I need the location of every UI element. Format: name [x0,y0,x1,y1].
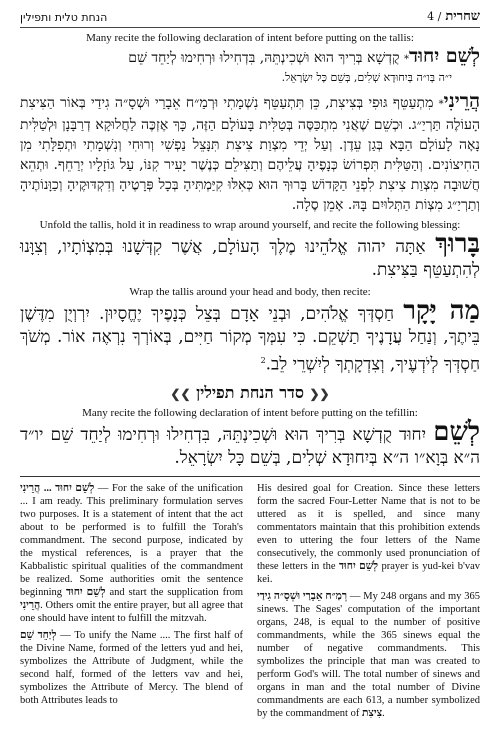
leshem-yichud-paragraph [20,46,480,70]
commentary-text: prayer is yud-kei b'vav kei. [257,560,481,585]
commentary-left-column [20,482,243,724]
header-section-title: הנחת טלית ותפילין [20,11,108,24]
commentary-text: — For the sake of the unification ... I am ready. This preliminary formulation serves two purposes. It is a statement of intent that the act about to be performed is to fulfill the Torah's commandment. The second purpose, indicated by the mystical references, is a prayer that the Kabbalistic spiritual qualities of the commandment be realized. Some authorities omit the sentence beginning [20,482,243,598]
commentary-ref: לְשֵׁם יִחוּד [65,586,106,598]
commentary-ref: לְשֵׁם יִחוּד ... הֲרֵינִי [20,482,95,494]
commentary-ref: לְשֵׁם יִחוּד [339,560,379,572]
running-header [20,8,480,28]
mah-yakar-text: חַסְדְּךָ אֱלֹהִים, וּבְנֵי אָדָם בְּצֵל כְּנָפֶיךָ יֶחֱסָיוּן. יִרְוְיֻן מִדֶּשֶׁן בֵּיתֶךָ, וְנַחַל עֲדָנֶיךָ תַשְׁקֵם. כִּי עִמְּךָ מְקוֹר חַיִּים, בְּאוֹרְךָ נִרְאֶה אוֹר. מְשֹׁךְ חַסְדְּךָ לְיֹדְעֶיךָ, וְצִדְקָתְךָ לְיִשְׁרֵי לֵב. [20,304,480,375]
ornament-left-icon: ❮❮ [309,386,330,401]
footnote-star-icon: * [403,54,409,65]
section-title [20,383,480,403]
instruction-tefillin-intent: Many recite the following declaration of intent before putting on the tefillin: [82,406,418,419]
commentary-text: and start the supplication from [109,586,244,598]
footnote-marker: 2 [260,356,266,365]
tefillin-leshem-lead: לְשֵׁם [433,416,481,447]
leshem-yichud-lead: לְשֵׁם יִחוּד [408,45,480,67]
commentary-note [257,482,480,586]
baruch-lead: בָּרוּךְ [435,229,481,259]
commentary-ref: רְמַ״ח אֵבָרַי וּשְׁסָ״ה גִידַי [257,590,348,602]
tefillin-leshem-text: יִחוּד קֻדְשָׁא בְּרִיךְ הוּא וּשְׁכִינְתֵּהּ, בִּדְחִילוּ וּרְחִימוּ לְיַחֵד שֵׁם יו״ד ה״א בְּוָא״ו ה״א בְּיִחוּדָא שְׁלִים, בְּשֵׁם כָּל יִשְׂרָאֵל. [20,424,480,468]
baruch-text: אַתָּה יהוה אֱלֹהֵינוּ מֶלֶךְ הָעוֹלָם, אֲשֶׁר קִדְּשָׁנוּ בְּמִצְוֹתָיו, וְצִוָּנוּ לְהִתְעַטֵּף בַּצִּיצִת. [20,237,480,280]
mah-yakar-lead: מַה יָּקָר [403,296,481,326]
hareini-paragraph [20,91,480,215]
baruch-paragraph [20,229,481,282]
commentary-text: — My 248 organs and my 365 sinews. The Sages' computation of the important organs, 248, is equal to the number of positive commandments, while the 365 sinews equal the number of negative commandments. This symbolizes the principle that man was created to perform God's will. The total number of sinews and organs in man and the total number of Divine commandments are each 613, a number symbolized by the commandment of [257,590,480,719]
instruction-unfold-tallis: Unfold the tallis, hold it in readiness to wrap around yourself, and recite the following blessing: [39,219,461,231]
commentary-note [20,629,243,707]
header-service-title: שחרית [445,9,480,24]
commentary-note: רְמַ״ח אֵבָרַי וּשְׁסָ״ה גִידַי — My 248 organs and my 365 sinews. The Sages' computation of the important organs, 248, is equal to the number of positive commandments, while the 365 sinews equal the number of negative commandments. This symbolizes the principle that man was created to perform God's will. The total number of sinews and organs in man and the total number of Divine commandments are each 613, a number symbolized by the commandment of צִיצִת. [257,590,480,719]
tefillin-leshem-paragraph [20,416,481,470]
commentary-text: — To unify the Name .... The first half of the Divine Name, formed of the letters yud and hei, symbolizes the Attribute of Judgment, while the second half, formed of the letters vav and hei, symbolizes the Attribute of Mercy. The blend of both Attributes leads to [20,629,244,706]
hareini-text: מִתְעַטֵּף גּוּפִי בְּצִיצִת, כֵּן תִּתְעַטֵּף נִשְׁמָתִי וּרְמַ״ח אֵבָרַי וּשְׁסָ״ה גִידַי בְּאוֹר הַצִּיצִת הָעוֹלֶה תַּרְיַ״ג. וּכְשֵׁם שֶׁאֲנִי מִתְכַּסֶּה בְּטַלִּית בָּעוֹלָם הַזֶּה, כָּךְ אֶזְכֶּה לַחֲלוּקָא דְרַבָּנָן וּלְטַלִּית נָאָה לָעוֹלָם הַבָּא בְּגַן עֵדֶן. וְעַל יְדֵי מִצְוַת צִיצִת תִּנָּצֵל נַפְשִׁי וְרוּחִי וְנִשְׁמָתִי וּתְפִלָּתִי מִן הַחִיצוֹנִים. וְהַטַּלִּית תִּפְרוֹשׂ כְּנָפֶיהָ עֲלֵיהֶם וְתַצִּילֵם כְּנֶשֶׁר יָעִיר קִנּוֹ, עַל גּוֹזָלָיו יְרַחֵף. וּתְהֵא חֲשׁוּבָה מִצְוַת צִיצִת לִפְנֵי הַקָּדוֹשׁ בָּרוּךְ הוּא כְּאִלּוּ קִיַּמְתִּיהָ בְּכָל פְּרָטֶיהָ וְדִקְדּוּקֶיהָ וְכַוָּנוֹתֶיהָ וְתַרְיַ״ג מִצְוֹת הַתְּלוּיִם בָּהּ. אָמֵן סֶלָה. [20,95,480,213]
mah-yakar-paragraph [20,296,481,377]
commentary-right-column [257,482,480,724]
section-title-text: סדר הנחת תפילין [196,382,304,402]
instruction-wrap-tallis: Wrap the tallis around your head and body, then recite: [129,286,371,298]
commentary [20,476,480,724]
commentary-note [20,482,243,625]
commentary-text: His desired goal for Creation. Since these letters form the sacred Four-Letter Name that is not to be uttered as it is spelled, and since many commentators maintain that this prohibition extends even to uttering the four letters of the Name consecutively, the commonly used pronunciation of these letters in the [257,482,480,572]
commentary-ref: צִיצִת [361,707,383,719]
leshem-yichud-line2: י״ה בְּו״ה בְּיִחוּדָא שְׁלִים, בְּשֵׁם כָּל יִשְׂרָאֵל. [281,71,452,84]
instruction-tallis-intent: Many recite the following declaration of intent before putting on the tallis: [86,32,414,44]
hareini-lead: הֲרֵינִי [443,90,480,112]
commentary-ref: הֲרֵינִי [20,599,41,611]
footnote-star-icon: * [438,99,444,110]
commentary-ref: לְיַחֵד שֵׁם [20,629,57,641]
page-number: 4 / [427,10,442,23]
header-right [427,8,480,24]
ornament-right-icon: ❯❯ [170,386,191,401]
leshem-yichud-text: קֻדְשָׁא בְּרִיךְ הוּא וּשְׁכִינְתֵּהּ, בִּדְחִילוּ וּרְחִימוּ לְיַחֵד שֵׁם [128,50,400,66]
commentary-text: . Others omit the entire prayer, but all agree that one should have intent to fulfill the mitzvah. [20,599,243,624]
